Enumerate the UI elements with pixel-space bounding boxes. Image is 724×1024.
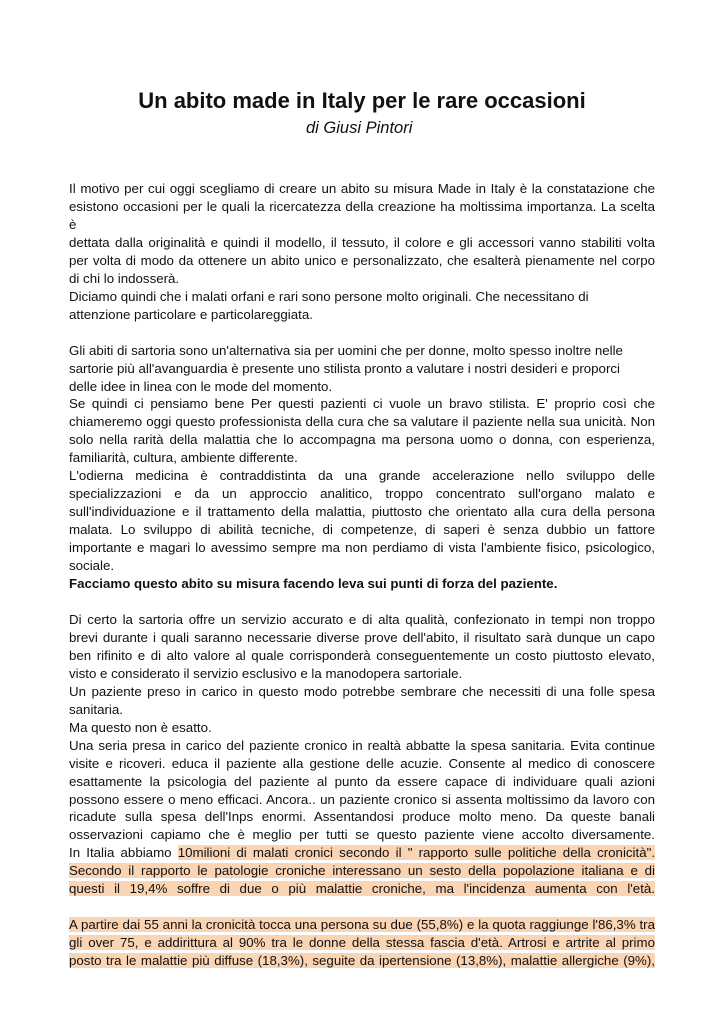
document-author: di Giusi Pintori bbox=[306, 119, 413, 137]
text-line: chiameremo oggi questo professionista della cura che sa valutare il paziente nella sua unicità. Non bbox=[69, 414, 655, 430]
text-line: visto e considerato il servizio esclusivo e la manodopera sartoriale. bbox=[69, 665, 463, 681]
text-line: Diciamo quindi che i malati orfani e rari sono persone molto originali. Che necessitano di bbox=[69, 288, 589, 304]
text-line: delle idee in linea con le mode del momento. bbox=[69, 378, 333, 394]
text-line: osservazioni capiamo che è meglio per tutti se questo paziente viene accolto diversamente. bbox=[69, 827, 655, 843]
text-line: brevi durante i quali saranno necessarie diverse prove dell'abito, il risultato sarà dunque un capo bbox=[69, 629, 655, 645]
text-line: ben rifinito e di alto valore al quale corrisponderà conseguentemente un costo piuttosto elevato, bbox=[69, 647, 655, 663]
document-title: Un abito made in Italy per le rare occasioni bbox=[138, 88, 586, 113]
paragraph-gap bbox=[69, 593, 655, 611]
document-body bbox=[69, 180, 655, 970]
text-line: esistono occasioni per le quali la ricercatezza della creazione ha moltissima importanza. La scelta è bbox=[69, 198, 655, 232]
text-line: ricadute sulla spesa dell'Inps enormi. Assentandosi produce molto meno. Da queste banali bbox=[69, 809, 655, 825]
highlighted-text: gli over 75, e addirittura al 90% tra le donne della stessa fascia d'età. Artrosi e artrite al primo bbox=[69, 935, 655, 951]
text-line: sanitaria. bbox=[69, 701, 123, 717]
text-line bbox=[69, 934, 655, 952]
text-line: dettata dalla originalità e quindi il modello, il tessuto, il colore e gli accessori vanno stabiliti volta bbox=[69, 234, 655, 250]
text-line: L'odierna medicina è contraddistinta da una grande accelerazione nello sviluppo delle bbox=[69, 468, 655, 484]
text-line: sartorie più all'avanguardia è presente uno stilista pronto a valutare i nostri desideri e proporci bbox=[69, 360, 620, 376]
highlighted-text: Secondo il rapporto le patologie croniche interessano un sesto della popolazione italiana e di bbox=[69, 863, 655, 879]
text-line: sull'individuazione e il trattamento della malattia, piuttosto che orientato alla cura della persona bbox=[69, 504, 655, 520]
text-line: Gli abiti di sartoria sono un'alternativa sia per uomini che per donne, molto spesso inoltre nelle bbox=[69, 342, 623, 358]
text-line: attenzione particolare e particolareggiata. bbox=[69, 306, 313, 322]
text-line bbox=[69, 880, 655, 898]
paragraph-gap bbox=[69, 324, 655, 342]
text-line: importante e magari lo avessimo sempre ma non perdiamo di vista l'ambiente fisico, psicologico, bbox=[69, 540, 655, 556]
text-line: di chi lo indosserà. bbox=[69, 270, 180, 286]
text-line bbox=[69, 952, 655, 970]
text-segment: In Italia abbiamo bbox=[69, 845, 178, 861]
text-line: solo nella rarità della malattia che lo accompagna ma persona uomo o donna, con esperienza, bbox=[69, 432, 655, 448]
text-line: per volta di modo da ottenere un abito unico e personalizzato, che esalterà pienamente nel corpo bbox=[69, 252, 655, 268]
text-line: esattamente la psicologia del paziente al punto da essere capace di individuare quali azioni bbox=[69, 773, 655, 789]
highlighted-text: posto tra le malattie più diffuse (18,3%), seguite da ipertensione (13,8%), malattie allergiche (9%), bbox=[69, 953, 655, 969]
text-line: possono essere o meno efficaci. Ancora.. un paziente cronico si assenta moltissimo da lavoro con bbox=[69, 791, 655, 807]
text-line: Un paziente preso in carico in questo modo potrebbe sembrare che necessiti di una folle spesa bbox=[69, 683, 655, 699]
highlighted-text: 10milioni di malati cronici secondo il " rapporto sulle politiche della cronicità". bbox=[177, 845, 656, 861]
text-line: sociale. bbox=[69, 558, 115, 574]
bold-statement: Facciamo questo abito su misura facendo leva sui punti di forza del paziente. bbox=[69, 576, 558, 592]
text-line: Il motivo per cui oggi scegliamo di creare un abito su misura Made in Italy è la constatazione che bbox=[69, 181, 655, 196]
text-line: Se quindi ci pensiamo bene Per questi pazienti ci vuole un bravo stilista. E' proprio così che bbox=[69, 396, 655, 412]
highlighted-text: A partire dai 55 anni la cronicità tocca una persona su due (55,8%) e la quota raggiunge l'86,3% tra bbox=[69, 917, 655, 933]
text-line: Di certo la sartoria offre un servizio accurato e di alta qualità, confezionato in tempi non troppo bbox=[69, 611, 655, 627]
text-line: visite e ricoveri. educa il paziente alla gestione delle acuzie. Consente al medico di conoscere bbox=[69, 755, 655, 771]
text-line: malata. Lo sviluppo di abilità tecniche, di competenze, di saperi è senza dubbio un fattore bbox=[69, 522, 655, 538]
text-line: specializzazioni e da un approccio analitico, troppo concentrato sull'organo malato e bbox=[69, 486, 655, 502]
text-line bbox=[69, 916, 655, 934]
text-line bbox=[69, 862, 655, 880]
text-line bbox=[69, 844, 655, 862]
highlighted-text: questi il 19,4% soffre di due o più malattie croniche, ma l'incidenza aumenta con l'età. bbox=[69, 881, 655, 897]
text-line: Una seria presa in carico del paziente cronico in realtà abbatte la spesa sanitaria. Evita continue bbox=[69, 737, 655, 753]
text-line: familiarità, cultura, ambiente differente. bbox=[69, 450, 298, 466]
paragraph-gap bbox=[69, 898, 655, 916]
text-line: Ma questo non è esatto. bbox=[69, 719, 212, 735]
